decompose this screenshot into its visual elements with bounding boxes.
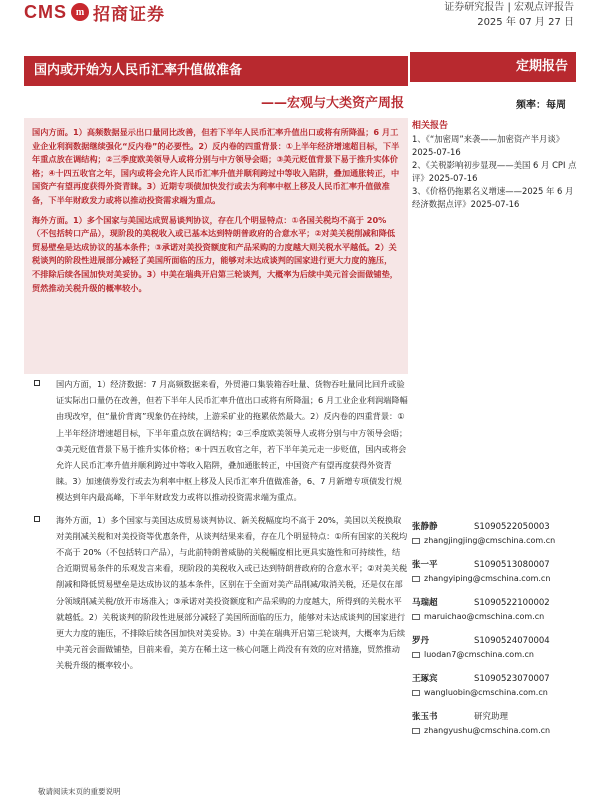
analyst-email[interactable]: zhangyiping@cmschina.com.cn xyxy=(424,574,551,583)
mail-icon xyxy=(412,728,420,734)
report-frequency: 频率：每周 xyxy=(516,100,566,111)
square-bullet-icon xyxy=(34,516,40,522)
body-paragraph-overseas xyxy=(56,512,408,674)
analyst-entry xyxy=(412,672,580,710)
report-date: 2025 年 07 月 27 日 xyxy=(477,17,574,28)
analyst-name: 张一平 xyxy=(412,560,438,570)
report-type-label: 证券研究报告 | 宏观点评报告 xyxy=(444,2,574,13)
analyst-name: 张玉书 xyxy=(412,712,438,722)
analyst-id: S1090524070004 xyxy=(474,636,550,646)
logo-mark-icon: m xyxy=(71,3,89,21)
analyst-list xyxy=(412,520,580,748)
mail-icon xyxy=(412,614,420,620)
body-paragraph-text: 海外方面，1）多个国家与美国达成贸易谈判协议、新关税幅度均不高于 20%，美国以关税换取对美削减关税和对美投资等优惠条件，从谈判结果来看，存在几个明显特点：①所有国家的关税均不高于 20%（不包括转口产品），与此前特朗普威胁的关税幅度相比更具实施性和可持续性，结合近期贸易条件的乐观发言来看，现阶段的美税收入或已达到特朗普政府的合意水平；②对美关税削减和降低贸易壁垒是达成协议的基本条件，区别在于全面对美产品削减/取消关税，还是仅在部分领域削减关税/放开市场准入；③承诺对美投资额度和产品采购的力度越大，所得到的关税水平就越低。2）关税谈判的阶段性进展部分减轻了美国所面临的压力，能够对未达成谈判的国家进行更大力度的施压，不排除后续各国加快对美妥协。3）中美在瑞典开启第三轮谈判，大概率为后续中美元首会面做铺垫，目前来看，美方在稀土这一核心问题上尚没有有效的应对措施，贸然推动关税升级的概率较小。 xyxy=(56,514,408,671)
analyst-entry xyxy=(412,634,580,672)
related-report-link[interactable]: 1、《“加密周”来袭——加密资产半月谈》2025-07-16 xyxy=(412,134,565,157)
analyst-entry xyxy=(412,710,580,748)
mail-icon xyxy=(412,652,420,658)
logo-text-cn: 招商证券 xyxy=(93,4,165,25)
mail-icon xyxy=(412,690,420,696)
analyst-email[interactable]: zhangjingjing@cmschina.com.cn xyxy=(424,536,556,545)
page-header xyxy=(0,0,600,30)
footer-disclaimer: 敬请阅读末页的重要说明 xyxy=(38,787,121,796)
analyst-id: S1090522100002 xyxy=(474,598,550,608)
analyst-name: 王琢宾 xyxy=(412,674,438,684)
report-category: 定期报告 xyxy=(410,52,576,82)
logo-text-en: CMS xyxy=(24,1,67,22)
related-reports-title: 相关报告 xyxy=(412,121,449,131)
related-report-link[interactable]: 2、《关税影响初步显现——美国 6 月 CPI 点评》2025-07-16 xyxy=(412,160,577,183)
analyst-id: S1090522050003 xyxy=(474,522,550,532)
body-paragraph-domestic xyxy=(56,376,408,506)
analyst-name: 罗丹 xyxy=(412,636,430,646)
analyst-email[interactable]: maruichao@cmschina.com.cn xyxy=(424,612,545,621)
analyst-name: 张静静 xyxy=(412,522,438,532)
summary-overseas: 海外方面。1）多个国家与美国达成贸易谈判协议，存在几个明显特点：①各国关税均不高于 20%（不包括转口产品），现阶段的美税收入或已基本达到特朗普政府的合意水平；②对美关税削减和降低贸易壁垒是达成协议的基本条件；③承诺对美投资额度和产品采购的力度越大则关税水平越低。2）关税谈判的阶段性进展部分减轻了美国所面临的压力，能够对未达成谈判的国家进行更大力度的施压，不排除后续各国加快对美妥协。3）中美在瑞典开启第三轮谈判，大概率为后续中美元首会面做铺垫，贸然推动关税升级的概率较小。 xyxy=(32,214,398,293)
analyst-id: S1090523070007 xyxy=(474,674,550,684)
report-body xyxy=(56,376,408,680)
cms-logo xyxy=(24,0,165,24)
analyst-entry xyxy=(412,558,580,596)
analyst-email[interactable]: wangluobin@cmschina.com.cn xyxy=(424,688,548,697)
related-report-link[interactable]: 3、《价格仍拖累名义增速——2025 年 6 月经济数据点评》2025-07-16 xyxy=(412,186,574,209)
analyst-name: 马瑞超 xyxy=(412,598,438,608)
analyst-id: 研究助理 xyxy=(474,712,509,722)
mail-icon xyxy=(412,576,420,582)
analyst-entry xyxy=(412,520,580,558)
report-title: 国内或开始为人民币汇率升值做准备 xyxy=(24,56,408,86)
analyst-id: S1090513080007 xyxy=(474,560,550,570)
square-bullet-icon xyxy=(34,380,40,386)
summary-domestic: 国内方面。1）高频数据显示出口量同比改善，但若下半年人民币汇率升值出口或将有所降温；6 月工业企业利润数据继续强化“反内卷”的必要性。2）反内卷的四重背景：①上半年经济增速超目标，下半年重点放在调结构；②三季度欧美领导人或将分别与中方领导会晤；③美元贬值背景下易于推升实体价格；④十四五收官之年，国内或将会允许人民币汇率升值并顺利跨过中等收入陷阱，叠加通胀转正，中国资产有望再度获得外资青睐。3）近期专项债加快发行或去为利率中枢上移及人民币汇率升值做准备，下半年财政发力或将以推动投资需求端为重点。 xyxy=(32,127,400,205)
report-subtitle: ——宏观与大类资产周报 xyxy=(260,96,404,111)
related-reports xyxy=(412,118,580,211)
analyst-email[interactable]: luodan7@cmschina.com.cn xyxy=(424,650,534,659)
body-paragraph-text: 国内方面，1）经济数据：7 月高频数据来看，外贸港口集装箱吞吐量、货物吞吐量同比回升或验证实际出口量仍在改善，但若下半年人民币汇率升值出口或将有所降温；6 月工业企业利润端降幅由现改窄，但“量价背离”现象仍在持续，上游采矿业的拖累依然最大。2）反内卷的四重背景：①上半年经济增速超目标，下半年重点放在调结构；②三季度欧美领导人或将分别与中方领导会晤；③美元贬值背景下易于推升实体价格；④十四五收官之年，若下半年美元走一步贬值，国内或将会允许人民币汇率升值并顺利跨过中等收入陷阱，叠加通胀转正，中国资产有望再度获得外资青睐。3）加速债券发行或去为利率中枢上移及人民币汇率升值做准备，6、7 月新增专项债发行规模达到年内最高峰，下半年财政发力或将以推动投资需求端为重点。 xyxy=(56,379,408,503)
mail-icon xyxy=(412,538,420,544)
analyst-entry xyxy=(412,596,580,634)
analyst-email[interactable]: zhangyushu@cmschina.com.cn xyxy=(424,726,551,735)
summary-box xyxy=(24,118,408,374)
